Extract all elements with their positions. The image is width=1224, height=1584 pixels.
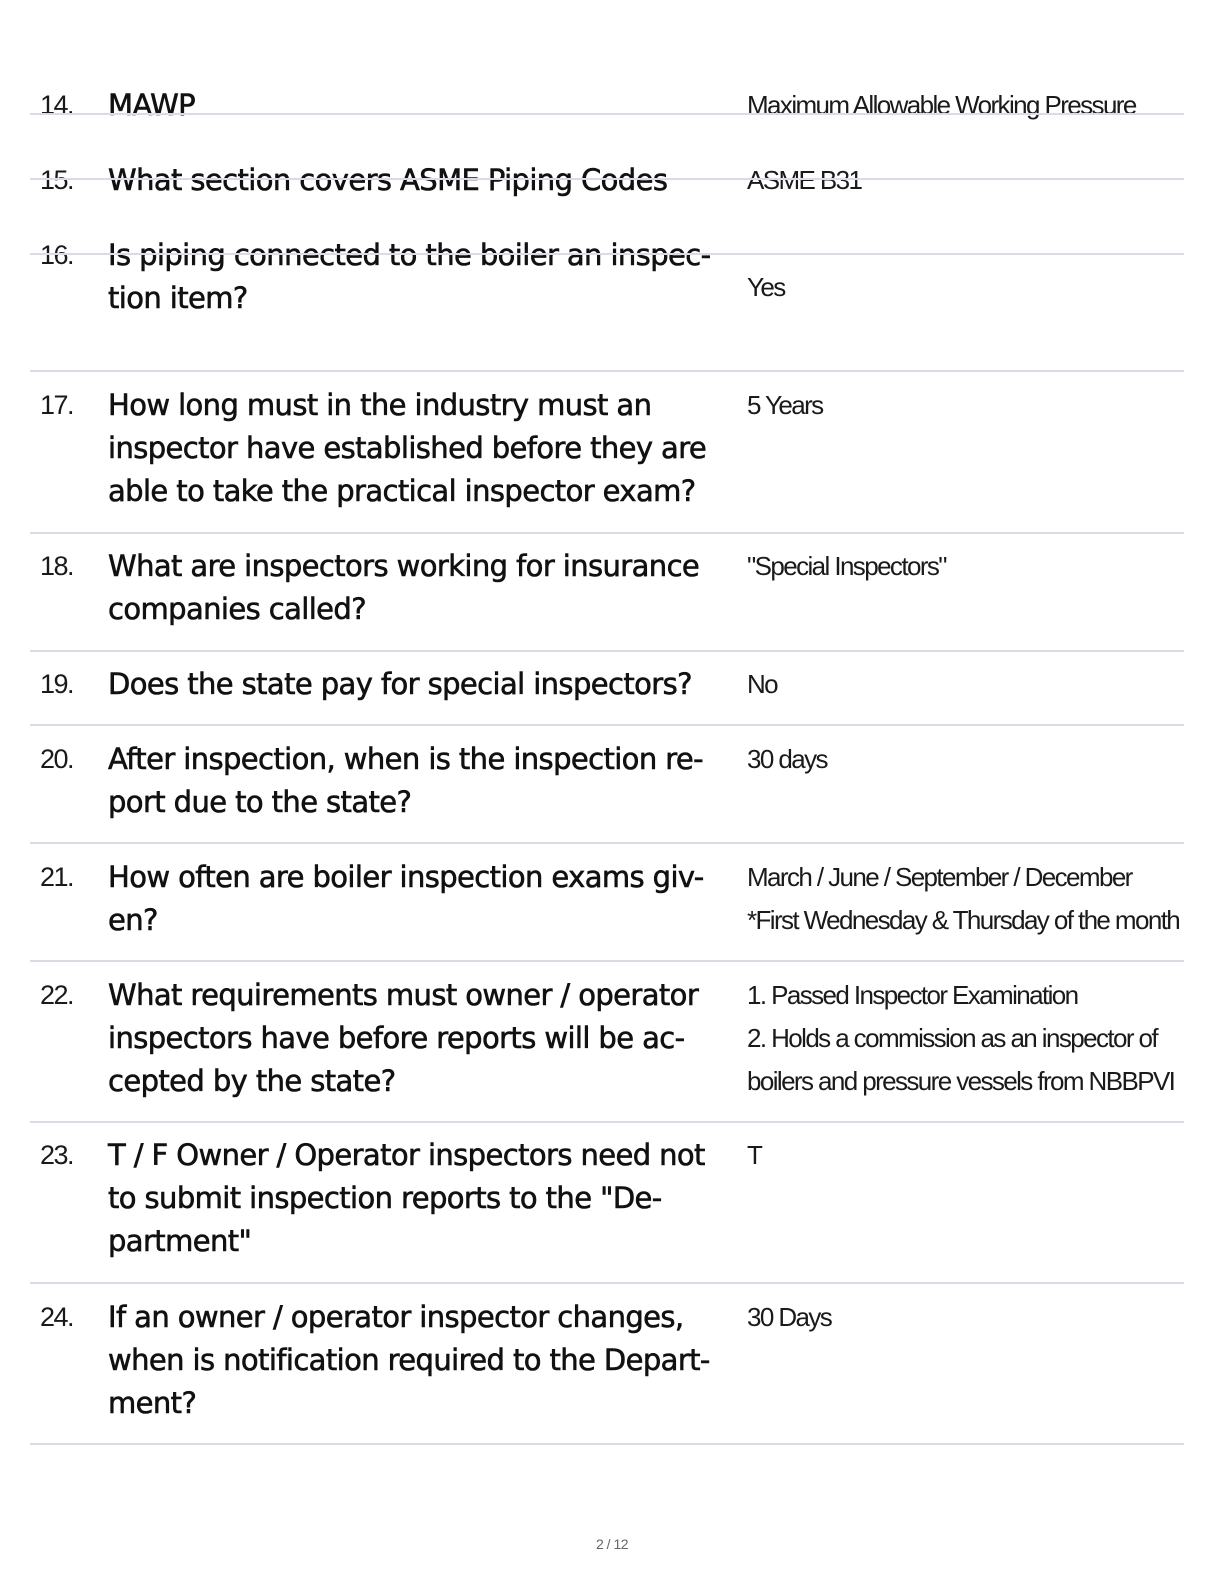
term-line: T / F Owner / Operator inspectors need not [108, 1138, 705, 1172]
card-number: 24. [40, 1302, 74, 1332]
card-term [108, 974, 748, 1103]
card-14 [30, 84, 1184, 128]
card-definition [747, 159, 1197, 202]
definition-line: 2. Holds a commission as an inspector of [747, 1023, 1157, 1053]
card-term [108, 384, 748, 513]
definition-line: ASME B31 [747, 165, 862, 195]
term-line: companies called? [108, 592, 366, 626]
divider [30, 1121, 1184, 1123]
card-23 [30, 1134, 1184, 1264]
term-line: After inspection, when is the inspection re- [108, 742, 704, 776]
card-definition [747, 856, 1197, 942]
card-number: 18. [40, 551, 74, 581]
card-number: 23. [40, 1140, 74, 1170]
card-term [108, 663, 748, 706]
definition-line: March / June / September / December [747, 862, 1132, 892]
card-number: 21. [40, 862, 74, 892]
card-number: 16. [40, 240, 74, 270]
divider [30, 1282, 1184, 1284]
divider [30, 113, 1184, 115]
term-line: partment" [108, 1224, 252, 1258]
term-line: en? [108, 903, 158, 937]
card-term [108, 738, 748, 824]
card-definition [747, 84, 1197, 127]
term-line: able to take the practical inspector exam? [108, 474, 696, 508]
term-line: cepted by the state? [108, 1064, 396, 1098]
card-definition [747, 974, 1197, 1103]
term-line: Is piping connected to the boiler an inspec- [108, 238, 711, 272]
card-number: 14. [40, 90, 74, 120]
card-19 [30, 663, 1184, 707]
definition-line: T [747, 1140, 762, 1170]
definition-line: 30 Days [747, 1302, 832, 1332]
divider [30, 650, 1184, 652]
term-line: inspectors have before reports will be ac- [108, 1021, 685, 1055]
divider [30, 1443, 1184, 1445]
term-line: inspector have established before they are [108, 431, 707, 465]
card-number: 19. [40, 669, 74, 699]
definition-line: 30 days [747, 744, 827, 774]
definition-line: "Special Inspectors" [747, 551, 946, 581]
card-number: 20. [40, 744, 74, 774]
card-15 [30, 159, 1184, 203]
card-term [108, 84, 748, 127]
card-definition [747, 663, 1197, 706]
card-number: 17. [40, 390, 74, 420]
divider [30, 253, 1184, 255]
divider [30, 724, 1184, 726]
card-term [108, 1134, 748, 1263]
term-line: to submit inspection reports to the "De- [108, 1181, 662, 1215]
term-line: tion item? [108, 281, 248, 315]
definition-line: No [747, 669, 778, 699]
card-definition [747, 1296, 1197, 1339]
term-line: when is notification required to the Depart- [108, 1343, 710, 1377]
card-definition [747, 545, 1197, 588]
card-20 [30, 738, 1184, 826]
divider [30, 960, 1184, 962]
term-line: MAWP [108, 88, 196, 122]
term-line: Does the state pay for special inspectors? [108, 667, 692, 701]
divider [30, 532, 1184, 534]
card-term [108, 1296, 748, 1425]
card-number: 22. [40, 980, 74, 1010]
term-line: port due to the state? [108, 785, 412, 819]
term-line: How long must in the industry must an [108, 388, 652, 422]
definition-line: boilers and pressure vessels from NBBPVI [747, 1066, 1175, 1096]
definition-line: 5 Years [747, 390, 823, 420]
term-line: ment? [108, 1386, 197, 1420]
definition-line: Maximum Allowable Working Pressure [747, 90, 1136, 120]
term-line: What section covers ASME Piping Codes [108, 163, 668, 197]
divider [30, 370, 1184, 372]
card-definition [747, 384, 1197, 427]
definition-line: *First Wednesday & Thursday of the month [747, 905, 1180, 935]
card-18 [30, 545, 1184, 633]
term-line: How often are boiler inspection exams giv- [108, 860, 704, 894]
term-line: What requirements must owner / operator [108, 978, 699, 1012]
card-number: 15. [40, 165, 74, 195]
card-24 [30, 1296, 1184, 1426]
card-definition [747, 266, 1197, 309]
divider [30, 842, 1184, 844]
divider [30, 178, 1184, 180]
card-17 [30, 384, 1184, 514]
card-definition [747, 1134, 1197, 1177]
definition-line: 1. Passed Inspector Examination [747, 980, 1078, 1010]
card-16 [30, 234, 1184, 324]
card-term [108, 856, 748, 942]
card-term [108, 234, 748, 320]
term-line: If an owner / operator inspector changes, [108, 1300, 684, 1334]
card-definition [747, 738, 1197, 781]
card-22 [30, 974, 1184, 1104]
page-number: 2 / 12 [595, 1536, 629, 1552]
card-21 [30, 856, 1184, 944]
card-term [108, 545, 748, 631]
definition-line: Yes [747, 272, 785, 302]
term-line: What are inspectors working for insurance [108, 549, 700, 583]
card-term [108, 159, 748, 202]
